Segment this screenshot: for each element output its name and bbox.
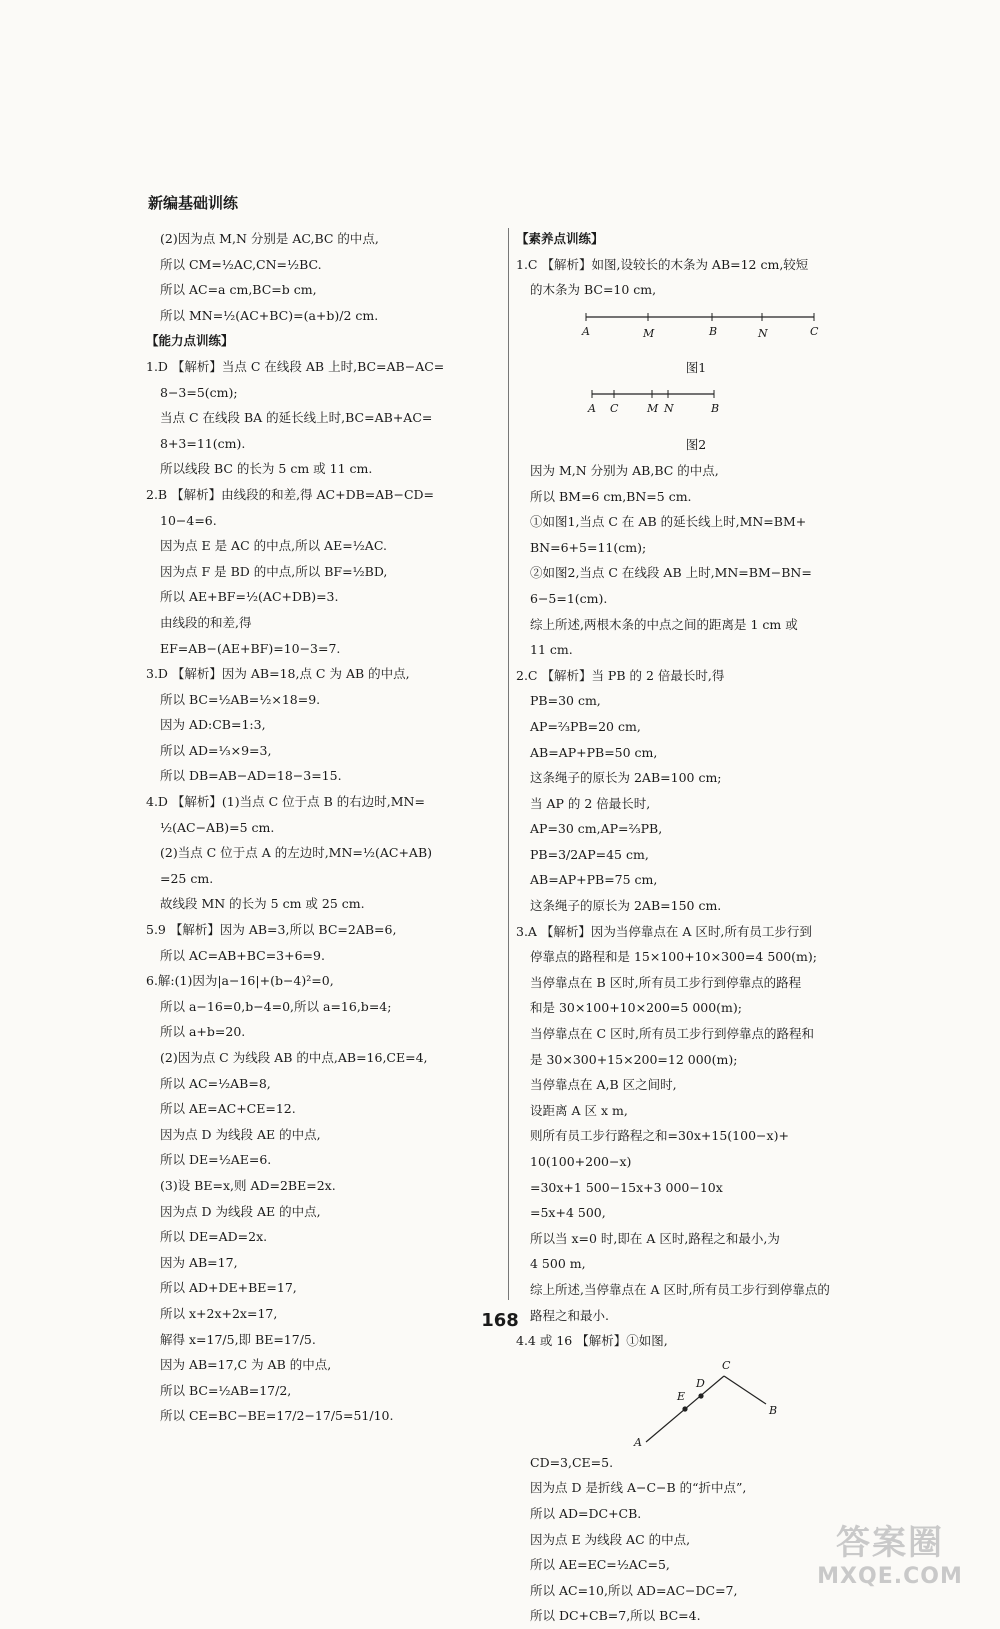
text-line: EF=AB−(AE+BF)=10−3=7. [160, 640, 341, 656]
text-line: 所以 DE=AD=2x. [160, 1229, 268, 1245]
point-label: M [647, 402, 659, 416]
text-line: AB=AP+PB=50 cm, [530, 744, 658, 760]
text-line: 所以 AE=EC=½AC=5, [530, 1557, 670, 1573]
text-line: 所以线段 BC 的长为 5 cm 或 11 cm. [160, 461, 373, 477]
point-label: M [643, 326, 655, 340]
point-label: N [664, 402, 674, 416]
text-line: ②如图2,当点 C 在线段 AB 上时,MN=BM−BN= [530, 565, 812, 581]
text-line: 所以 DE=½AE=6. [160, 1152, 272, 1168]
text-line: (2)因为点 M,N 分别是 AC,BC 的中点, [160, 231, 379, 246]
text-line: 这条绳子的原长为 2AB=150 cm. [530, 898, 722, 914]
page-header: 新编基础训练 [148, 194, 239, 212]
text-line: ½(AC−AB)=5 cm. [160, 819, 275, 835]
point-e [682, 1406, 687, 1411]
text-line: 所以 CM=½AC,CN=½BC. [160, 256, 322, 272]
text-line: 2.C 【解析】当 PB 的 2 倍最长时,得 [516, 667, 725, 683]
figure-3 [516, 1354, 876, 1450]
text-line: =5x+4 500, [530, 1205, 606, 1221]
text-line: BN=6+5=11(cm); [530, 539, 647, 555]
right-answer-lines-a [516, 252, 876, 303]
text-line: 设距离 A 区 x m, [530, 1102, 628, 1118]
text-line: 所以 AC=½AB=8, [160, 1075, 271, 1091]
text-line: =25 cm. [160, 870, 214, 886]
point-label: B [769, 1403, 778, 1417]
figure-1-diagram [516, 303, 819, 343]
text-line: 和是 30×100+10×200=5 000(m); [530, 1000, 742, 1016]
figure-3-diagram [516, 1354, 816, 1450]
text-line: 因为点 D 是折线 A−C−B 的“折中点”, [530, 1480, 747, 1496]
text-line: CD=3,CE=5. [530, 1454, 614, 1470]
text-line: 所以 AC=a cm,BC=b cm, [160, 282, 317, 298]
point-label: B [709, 324, 718, 338]
text-line: 所以 AE=AC+CE=12. [160, 1101, 296, 1117]
text-line: 所以 BC=½AB=17/2, [160, 1382, 292, 1398]
text-line: 因为 AD:CB=1:3, [160, 717, 266, 733]
point-label: E [677, 1389, 686, 1403]
right-answer-lines-b [516, 458, 876, 1354]
text-line: 8−3=5(cm); [160, 384, 238, 400]
text-line: 1.C 【解析】如图,设较长的木条为 AB=12 cm,较短 [516, 256, 809, 272]
text-line: 的木条为 BC=10 cm, [530, 282, 657, 298]
text-line: 因为点 F 是 BD 的中点,所以 BF=½BD, [160, 563, 388, 579]
text-line: 所以 DC+CB=7,所以 BC=4. [530, 1608, 701, 1624]
text-line: 4 500 m, [530, 1256, 586, 1272]
text-line: 路程之和最小. [530, 1307, 609, 1323]
text-line: 当停靠点在 B 区时,所有员工步行到停靠点的路程 [530, 974, 802, 990]
text-line: 因为点 E 为线段 AC 的中点, [530, 1531, 691, 1547]
text-line: 因为点 E 是 AC 的中点,所以 AE=½AC. [160, 538, 387, 554]
section-title-literacy: 【素养点训练】 [516, 231, 604, 246]
text-line: 所以 MN=½(AC+BC)=(a+b)/2 cm. [160, 307, 379, 323]
text-line: 所以 AD+DE+BE=17, [160, 1280, 297, 1296]
text-line: 因为 M,N 分别为 AB,BC 的中点, [530, 462, 719, 478]
text-line: 4.4 或 16 【解析】①如图, [516, 1333, 668, 1349]
text-line: 因为点 D 为线段 AE 的中点, [160, 1203, 321, 1219]
text-line: 当停靠点在 C 区时,所有员工步行到停靠点的路程和 [530, 1026, 814, 1042]
text-line: 综上所述,当停靠点在 A 区时,所有员工步行到停靠点的 [530, 1281, 830, 1297]
watermark-logo [800, 1515, 980, 1589]
text-line: ①如图1,当点 C 在 AB 的延长线上时,MN=BM+ [530, 514, 807, 530]
text-line: 10(100+200−x) [530, 1154, 632, 1169]
text-line: 则所有员工步行路程之和=30x+15(100−x)+ [530, 1128, 789, 1144]
text-line: 1.D 【解析】当点 C 在线段 AB 上时,BC=AB−AC= [146, 358, 445, 374]
point-label: C [610, 402, 619, 416]
text-line: 停靠点的路程和是 15×100+10×300=4 500(m); [530, 949, 817, 965]
text-line: 所以 BC=½AB=½×18=9. [160, 691, 321, 707]
right-column [516, 226, 876, 1629]
text-line: 所以当 x=0 时,即在 A 区时,路程之和最小,为 [530, 1230, 780, 1246]
text-line: 11 cm. [530, 642, 573, 658]
page-number: 168 [481, 1310, 519, 1331]
text-line: AP=30 cm,AP=⅔PB, [530, 821, 663, 837]
text-line: 因为点 D 为线段 AE 的中点, [160, 1126, 321, 1142]
text-line: AP=⅔PB=20 cm, [530, 718, 641, 734]
text-line: 所以 a+b=20. [160, 1024, 246, 1040]
text-line: 综上所述,两根木条的中点之间的距离是 1 cm 或 [530, 616, 798, 632]
text-line: 所以 AC=10,所以 AD=AC−DC=7, [530, 1582, 738, 1598]
text-line: 因为 AB=17,C 为 AB 的中点, [160, 1357, 332, 1373]
text-line: 所以 DB=AB−AD=18−3=15. [160, 768, 342, 784]
text-line: 6−5=1(cm). [530, 590, 608, 606]
figure-2 [516, 380, 876, 432]
text-line: 所以 a−16=0,b−4=0,所以 a=16,b=4; [160, 998, 392, 1014]
point-label: A [582, 324, 590, 338]
text-line: 10−4=6. [160, 512, 217, 528]
segment-cb [724, 1376, 766, 1404]
figure-1-caption: 图1 [685, 359, 707, 375]
point-label: A [634, 1435, 642, 1449]
text-line: 解得 x=17/5,即 BE=17/5. [160, 1331, 316, 1347]
text-line: 5.9 【解析】因为 AB=3,所以 BC=2AB=6, [146, 922, 397, 938]
text-line: 由线段的和差,得 [160, 614, 252, 630]
left-column [146, 226, 501, 1429]
point-label: C [722, 1358, 731, 1372]
point-d [698, 1393, 703, 1398]
text-line: 所以 AD=⅓×9=3, [160, 742, 272, 758]
point-label: B [711, 402, 720, 416]
text-line: (2)因为点 C 为线段 AB 的中点,AB=16,CE=4, [160, 1050, 428, 1065]
text-line: 所以 CE=BC−BE=17/2−17/5=51/10. [160, 1408, 394, 1424]
point-label: A [588, 402, 596, 416]
text-line: 4.D 【解析】(1)当点 C 位于点 B 的右边时,MN= [146, 794, 425, 810]
text-line: AB=AP+PB=75 cm, [530, 872, 658, 888]
text-line: 是 30×300+15×200=12 000(m); [530, 1051, 738, 1067]
text-line: 当点 C 在线段 BA 的延长线上时,BC=AB+AC= [160, 410, 433, 426]
text-line: 所以 AC=AB+BC=3+6=9. [160, 947, 325, 963]
text-line: 6.解:(1)因为|a−16|+(b−4)²=0, [146, 973, 334, 989]
figure-2-caption: 图2 [685, 437, 707, 453]
watermark-text: 答案圈 [836, 1523, 944, 1563]
text-line: 所以 AD=DC+CB. [530, 1505, 642, 1521]
text-line: (2)当点 C 位于点 A 的左边时,MN=½(AC+AB) [160, 845, 433, 861]
text-line: 3.A 【解析】因为当停靠点在 A 区时,所有员工步行到 [516, 923, 812, 939]
text-line: 当停靠点在 A,B 区之间时, [530, 1077, 677, 1093]
text-line: 所以 AE+BF=½(AC+DB)=3. [160, 589, 339, 605]
text-line: 故线段 MN 的长为 5 cm 或 25 cm. [160, 896, 365, 912]
point-label: N [758, 326, 768, 340]
text-line: 3.D 【解析】因为 AB=18,点 C 为 AB 的中点, [146, 666, 410, 682]
text-line: =30x+1 500−15x+3 000−10x [530, 1179, 723, 1195]
section-title-ability: 【能力点训练】 [146, 333, 234, 349]
figure-1 [516, 303, 876, 355]
watermark-url: MXQE.COM [817, 1564, 963, 1589]
point-label: C [810, 324, 819, 338]
column-divider [508, 228, 509, 1300]
text-line: PB=30 cm, [530, 693, 601, 709]
text-line: 所以 x+2x+2x=17, [160, 1305, 278, 1321]
text-line: 8+3=11(cm). [160, 435, 246, 451]
text-line: 所以 BM=6 cm,BN=5 cm. [530, 488, 692, 504]
left-answer-lines [146, 354, 501, 1429]
text-line: PB=3/2AP=45 cm, [530, 846, 649, 862]
text-line: 这条绳子的原长为 2AB=100 cm; [530, 770, 722, 786]
text-line: 当 AP 的 2 倍最长时, [530, 795, 651, 811]
text-line: 2.B 【解析】由线段的和差,得 AC+DB=AB−CD= [146, 486, 435, 502]
point-label: D [696, 1376, 705, 1390]
text-line: (3)设 BE=x,则 AD=2BE=2x. [160, 1177, 336, 1193]
figure-2-diagram [516, 380, 816, 420]
text-line: 因为 AB=17, [160, 1254, 238, 1270]
